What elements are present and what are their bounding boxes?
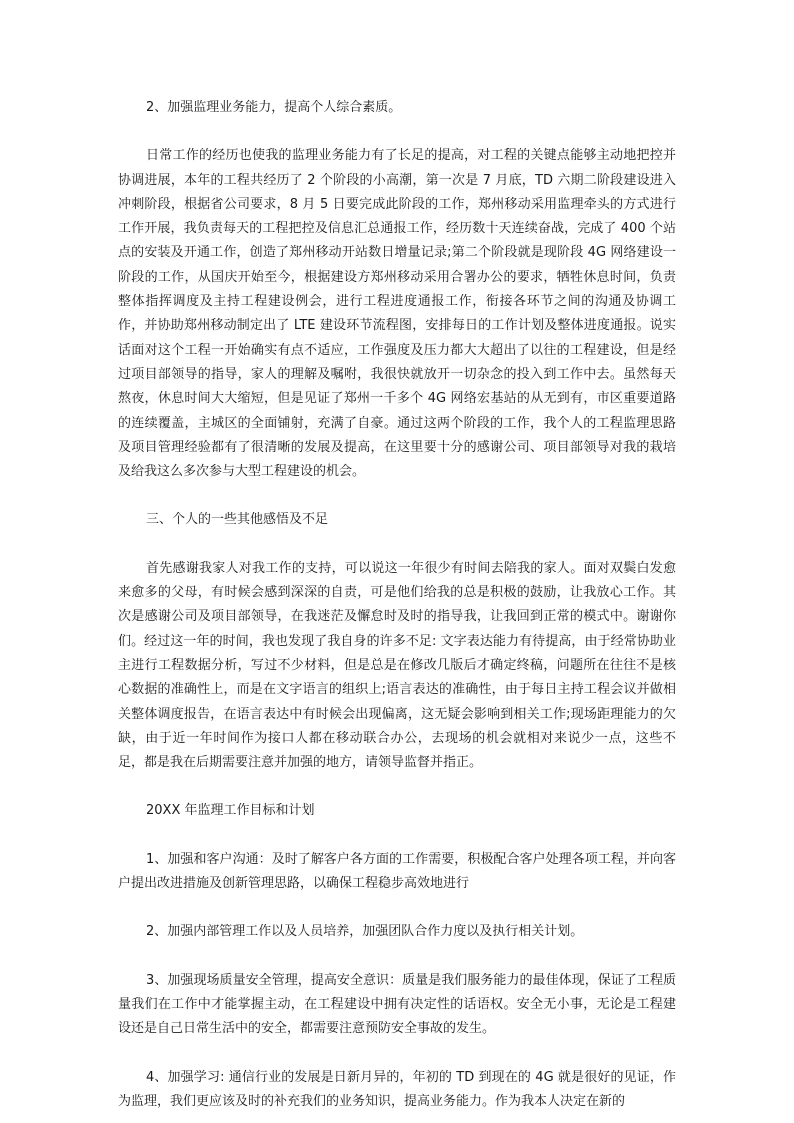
section-3-body: 首先感谢我家人对我工作的支持，可以说这一年很少有时间去陪我的家人。面对双鬓白发愈来愈多的父母，有时候会感到深深的自责，可是他们给我的总是积极的鼓励，让我放心工作。其次是感谢公司及项目部领导，在我迷茫及懈怠时及时的指导我，让我回到正常的模式中。谢谢你们。经过这一年的时间，我也发现了我自身的许多不足: 文字表达能力有待提高，由于经常协助业主进行工程数据分析，写过不少材料，但是总是在修改几版后才确定终稿，问题所在往往不是核心数据的准确性上，而是在文字语言的组织上;语言表达的准确性，由于每日主持工程会议并做相关整体调度报告，在语言表达中有时候会出现偏离，这无疑会影响到相关工作;现场距理能力的欠缺，由于近一年时间作为接口人都在移动联合办公，去现场的机会就相对来说少一点，这些不足，都是我在后期需要注意并加强的地方，请领导监督并指正。 — [118, 560, 676, 771]
plan-item-3: 3、加强现场质量安全管理，提高安全意识：质量是我们服务能力的最佳体现，保证了工程质量我们在工作中才能掌握主动，在工程建设中拥有决定性的话语权。安全无小事，无论是工程建设还是自己日常生活中的安全，都需要注意预防安全事故的发生。 — [118, 972, 676, 1037]
plan-item-1: 1、加强和客户沟通：及时了解客户各方面的工作需要，积极配合客户处理各项工程，并向客户提出改进措施及创新管理思路，以确保工程稳步高效地进行 — [118, 851, 676, 892]
section-3-heading: 三、个人的一些其他感悟及不足 — [146, 512, 329, 528]
plan-heading: 20XX 年监理工作目标和计划 — [146, 803, 315, 819]
section-2-heading: 2、加强监理业务能力，提高个人综合素质。 — [146, 100, 402, 115]
plan-item-4: 4、加强学习: 通信行业的发展是日新月异的，年初的 TD 到现在的 4G 就是很好的见证，作为监理，我们更应该及时的补充我们的业务知识，提高业务能力。作为我本人决定在新的 — [118, 1069, 676, 1109]
plan-item-2: 2、加强内部管理工作以及人员培养，加强团队合作力度以及执行相关计划。 — [146, 924, 584, 940]
section-2-body: 日常工作的经历也使我的监理业务能力有了长足的提高，对工程的关键点能够主动地把控并协调进展，本年的工程共经历了 2 个阶段的小高潮，第一次是 7 月底，TD 六期二阶段建设进入冲刺阶段，根据省公司要求，8 月 5 日要完成此阶段的工作，郑州移动采用监理牵头的方式进行工作开展，我负责每天的工程把控及信息汇总通报工作，经历数十天连续奋战，完成了 400 个站点的安装及开通工作，创造了郑州移动开站数日增量记录;第二个阶段就是现阶段 4G 网络建设一阶段的工作，从国庆开始至今，根据建设方郑州移动采用合署办公的要求，牺牲休息时间，负责整体指挥调度及主持工程建设例会，进行工程进度通报工作，衔接各环节之间的沟通及协调工作，并协助郑州移动制定出了 LTE 建设环节流程图，安排每日的工作计划及整体进度通报。说实话面对这个工程一开始确实有点不适应，工作强度及压力都大大超出了以往的工程建设，但是经过项目部领导的指导，家人的理解及嘱咐，我很快就放开一切杂念的投入到工作中去。虽然每天熬夜，休息时间大大缩短，但是见证了郑州一千多个 4G 网络宏基站的从无到有，市区重要道路的连续覆盖，主城区的全面铺射，充满了自豪。通过这两个阶段的工作，我个人的工程监理思路及项目管理经验都有了很清晰的发展及提高，在这里要十分的感谢公司、项目部领导对我的栽培及给我这么多次参与大型工程建设的机会。 — [118, 148, 676, 480]
